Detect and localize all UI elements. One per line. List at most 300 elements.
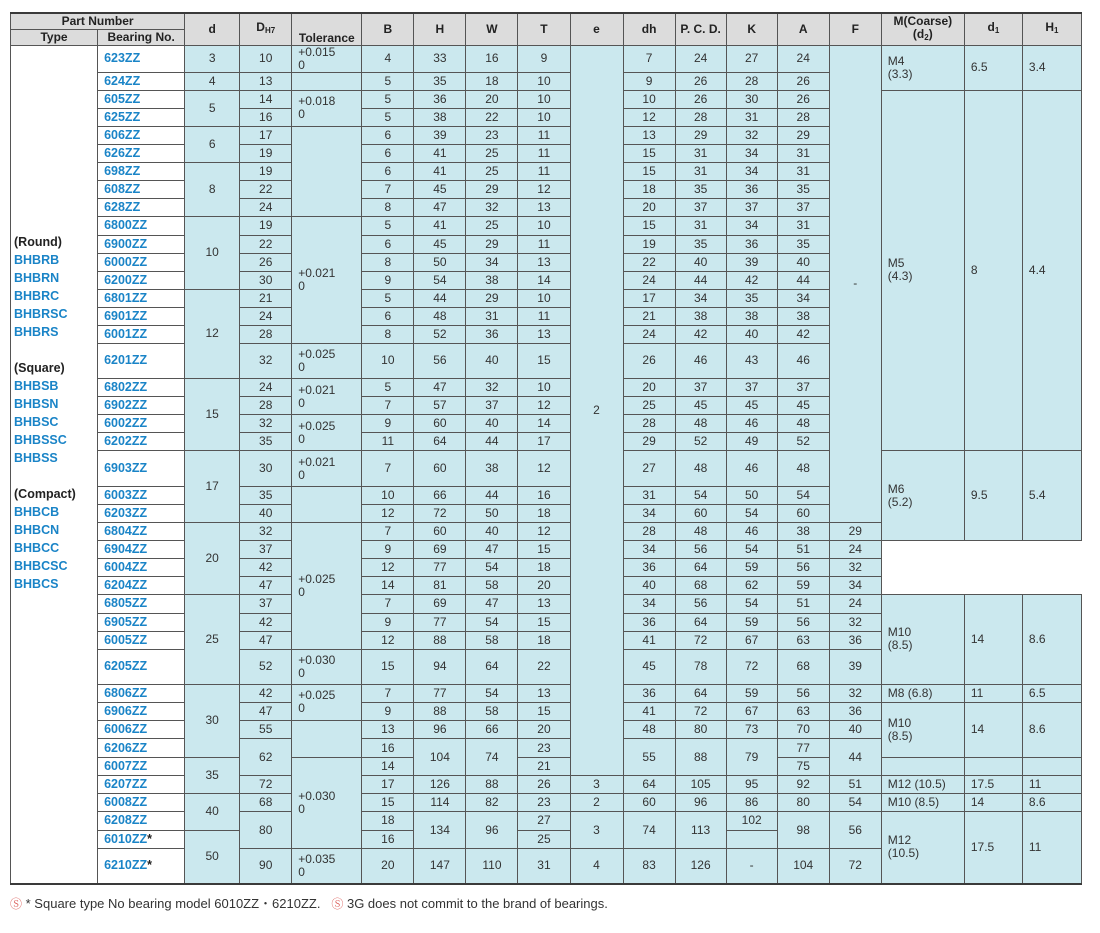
h-cell: 56 <box>414 343 466 378</box>
t-cell: 11 <box>518 126 570 144</box>
h-cell: 96 <box>414 721 466 739</box>
dh-cell: 10 <box>623 90 675 108</box>
t-cell: 13 <box>518 684 570 702</box>
tolerance-cell <box>292 378 362 414</box>
dh7-cell: 24 <box>240 378 292 396</box>
type-code: BHBRB <box>14 252 60 267</box>
col-d-header: d <box>185 13 240 45</box>
tolerance-upper: +0.018 <box>298 94 336 109</box>
f-cell: 32 <box>829 684 881 702</box>
pcd-cell: 42 <box>675 325 726 343</box>
b-cell: 10 <box>362 486 414 504</box>
tolerance-upper: +0.025 <box>298 571 336 586</box>
w-cell: 25 <box>466 145 518 163</box>
w-cell: 22 <box>466 108 518 126</box>
pcd-cell: 46 <box>675 343 726 378</box>
a-cell: 51 <box>777 541 829 559</box>
bearing-number <box>98 577 185 595</box>
k-cell: 59 <box>726 559 777 577</box>
t-cell: 31 <box>518 849 570 884</box>
tolerance-lower: 0 <box>298 584 305 599</box>
type-column <box>11 45 98 884</box>
type-code: BHBCSC <box>14 558 68 573</box>
h-cell: 33 <box>414 45 466 72</box>
pcd-cell: 52 <box>675 433 726 451</box>
col-tolerance-header: Tolerance <box>292 13 362 45</box>
e-cell: 2 <box>570 794 623 812</box>
b-cell: 9 <box>362 415 414 433</box>
k-cell: 102 <box>726 812 777 830</box>
d-cell: 15 <box>185 378 240 451</box>
dh-cell: 64 <box>623 776 675 794</box>
bearing-number <box>98 757 185 775</box>
a-cell: 56 <box>777 559 829 577</box>
dh-cell: 28 <box>623 415 675 433</box>
b-cell: 4 <box>362 45 414 72</box>
a-cell: 26 <box>777 90 829 108</box>
b-cell: 7 <box>362 595 414 613</box>
dh-cell: 40 <box>623 577 675 595</box>
w-cell: 74 <box>466 739 518 776</box>
type-code: BHBCB <box>14 504 60 519</box>
k-cell: - <box>726 849 777 884</box>
h-cell: 45 <box>414 235 466 253</box>
pcd-cell: 72 <box>675 702 726 720</box>
type-code: BHBCN <box>14 522 60 537</box>
t-cell: 10 <box>518 108 570 126</box>
bearing-number-text: 6208ZZ <box>104 813 148 828</box>
f-cell: 54 <box>829 794 881 812</box>
f-cell: 44 <box>829 739 881 776</box>
dh7-cell: 30 <box>240 271 292 289</box>
col-d1-header: $d_1$ <box>964 13 1022 45</box>
b-cell: 14 <box>362 577 414 595</box>
k-cell: 59 <box>726 684 777 702</box>
a-cell: 70 <box>777 721 829 739</box>
dh-cell: 45 <box>623 649 675 684</box>
table-row <box>11 90 1082 108</box>
m-size: M10 <box>887 715 912 730</box>
pcd-cell: 48 <box>675 451 726 486</box>
note-icon: Ⓢ <box>331 897 344 911</box>
k-cell: 38 <box>726 307 777 325</box>
a-cell: 35 <box>777 235 829 253</box>
t-cell: 20 <box>518 577 570 595</box>
pcd-cell: 45 <box>675 397 726 415</box>
k-cell: 27 <box>726 45 777 72</box>
b-cell: 12 <box>362 505 414 523</box>
dh7-cell: 55 <box>240 721 292 739</box>
tolerance-upper: +0.025 <box>298 688 336 703</box>
k-cell: 49 <box>726 433 777 451</box>
bearing-number-text: 6003ZZ <box>104 487 148 502</box>
star-mark: * <box>147 831 153 846</box>
t-cell: 18 <box>518 505 570 523</box>
bearing-number <box>98 702 185 720</box>
d-cell: 50 <box>185 830 240 883</box>
a-cell: 56 <box>777 613 829 631</box>
dh7-cell: 32 <box>240 415 292 433</box>
bearing-number <box>98 684 185 702</box>
pcd-cell: 38 <box>675 307 726 325</box>
d-cell: 6 <box>185 126 240 162</box>
dh7-cell: 22 <box>240 235 292 253</box>
bearing-number-text: 6000ZZ <box>104 254 148 269</box>
a-cell: 29 <box>777 126 829 144</box>
dh7-cell: 47 <box>240 577 292 595</box>
k-cell: 34 <box>726 145 777 163</box>
pcd-cell: 24 <box>675 45 726 72</box>
b-cell: 6 <box>362 307 414 325</box>
tolerance-cell <box>292 217 362 344</box>
d1-cell: 6.5 <box>964 45 1022 90</box>
bearing-number <box>98 343 185 378</box>
d1-cell <box>964 757 1022 775</box>
t-cell: 13 <box>518 325 570 343</box>
k-cell: 72 <box>726 649 777 684</box>
bearing-number <box>98 289 185 307</box>
col-k-header: K <box>726 13 777 45</box>
pcd-cell: 64 <box>675 613 726 631</box>
w-cell: 25 <box>466 163 518 181</box>
dh-cell: 12 <box>623 108 675 126</box>
bearing-number <box>98 595 185 613</box>
bearing-number-text: 625ZZ <box>104 109 141 124</box>
w-cell: 58 <box>466 702 518 720</box>
b-cell: 20 <box>362 849 414 884</box>
k-cell: 54 <box>726 595 777 613</box>
dh-cell: 41 <box>623 702 675 720</box>
bearing-number <box>98 613 185 631</box>
bearing-number <box>98 181 185 199</box>
b-cell: 6 <box>362 145 414 163</box>
w-cell: 54 <box>466 684 518 702</box>
w-cell: 40 <box>466 343 518 378</box>
m-coarse-cell <box>881 812 964 884</box>
w-cell: 20 <box>466 90 518 108</box>
w-cell: 47 <box>466 595 518 613</box>
w-cell: 38 <box>466 451 518 486</box>
dh7-cell: 47 <box>240 702 292 720</box>
a-cell: 68 <box>777 649 829 684</box>
dh7-cell: 37 <box>240 595 292 613</box>
bearing-number-text: 6802ZZ <box>104 380 148 395</box>
t-cell: 12 <box>518 397 570 415</box>
tolerance-cell <box>292 649 362 684</box>
a-cell: 60 <box>777 505 829 523</box>
t-cell: 23 <box>518 794 570 812</box>
t-cell: 10 <box>518 217 570 235</box>
h-cell: 50 <box>414 253 466 271</box>
pcd-cell: 31 <box>675 145 726 163</box>
h1-cell: 11 <box>1022 812 1081 884</box>
k-cell: 46 <box>726 415 777 433</box>
t-cell: 12 <box>518 451 570 486</box>
dh7-cell: 24 <box>240 199 292 217</box>
h-cell: 52 <box>414 325 466 343</box>
t-cell: 20 <box>518 721 570 739</box>
t-cell: 26 <box>518 776 570 794</box>
m-coarse-cell: M12 (10.5) <box>881 776 964 794</box>
b-cell: 8 <box>362 325 414 343</box>
dh7-cell: 21 <box>240 289 292 307</box>
d-cell: 40 <box>185 794 240 831</box>
t-cell: 12 <box>518 181 570 199</box>
dh-cell: 41 <box>623 631 675 649</box>
a-cell: 77 <box>777 739 829 757</box>
f-cell: 40 <box>829 721 881 739</box>
dh-cell: 28 <box>623 523 675 541</box>
col-w-header: W <box>466 13 518 45</box>
pcd-cell: 26 <box>675 72 726 90</box>
dh7-cell: 72 <box>240 776 292 794</box>
a-cell: 28 <box>777 108 829 126</box>
dh-cell: 25 <box>623 397 675 415</box>
tolerance-upper: +0.021 <box>298 454 336 469</box>
m-d2: (5.2) <box>887 494 913 509</box>
tolerance-upper: +0.025 <box>298 418 336 433</box>
h1-cell: 8.6 <box>1022 794 1081 812</box>
col-dh-header: dh <box>623 13 675 45</box>
dh-cell: 24 <box>623 271 675 289</box>
d-cell: 12 <box>185 289 240 378</box>
b-cell: 5 <box>362 217 414 235</box>
bearing-number-text: 6210ZZ <box>104 858 148 873</box>
dh-cell: 48 <box>623 721 675 739</box>
w-cell: 32 <box>466 378 518 396</box>
h-cell: 54 <box>414 271 466 289</box>
h-cell: 69 <box>414 595 466 613</box>
m-d2: (8.5) <box>887 728 913 743</box>
m-size: M4 <box>887 53 905 68</box>
b-cell: 12 <box>362 631 414 649</box>
dh7-cell: 28 <box>240 397 292 415</box>
type-code: BHBSSC <box>14 432 67 447</box>
d1-cell: 14 <box>964 595 1022 684</box>
h-cell: 81 <box>414 577 466 595</box>
d-cell: 8 <box>185 163 240 217</box>
d-cell: 3 <box>185 45 240 72</box>
pcd-cell: 31 <box>675 163 726 181</box>
b-cell: 9 <box>362 271 414 289</box>
a-cell: 24 <box>777 45 829 72</box>
b-cell: 5 <box>362 90 414 108</box>
w-cell: 37 <box>466 397 518 415</box>
a-cell: 37 <box>777 378 829 396</box>
h-cell: 41 <box>414 145 466 163</box>
tolerance-lower: 0 <box>298 279 305 294</box>
t-cell: 17 <box>518 433 570 451</box>
dh7-cell: 24 <box>240 307 292 325</box>
h1-cell: 8.6 <box>1022 702 1081 757</box>
k-cell: 30 <box>726 90 777 108</box>
t-cell: 25 <box>518 830 570 848</box>
b-cell: 15 <box>362 794 414 812</box>
a-cell: 54 <box>777 486 829 504</box>
pcd-cell: 64 <box>675 684 726 702</box>
bearing-number-text: 698ZZ <box>104 164 141 179</box>
bearing-number-text: 6906ZZ <box>104 704 148 719</box>
tolerance-lower: 0 <box>298 395 305 410</box>
a-cell: 45 <box>777 397 829 415</box>
bearing-number <box>98 378 185 396</box>
m-coarse-cell <box>881 45 964 90</box>
type-group-label: (Compact) <box>14 486 76 501</box>
footnote-text-2: 3G does not commit to the brand of bearings. <box>346 896 608 911</box>
tolerance-upper: +0.021 <box>298 266 336 281</box>
h1-cell: 5.4 <box>1022 451 1081 541</box>
pcd-cell: 72 <box>675 631 726 649</box>
a-cell: 98 <box>777 812 829 849</box>
h-cell: 44 <box>414 289 466 307</box>
bearing-number <box>98 776 185 794</box>
m-d2: (8.5) <box>887 638 913 653</box>
bearing-number-text: 624ZZ <box>104 73 141 88</box>
t-cell: 9 <box>518 45 570 72</box>
pcd-cell: 48 <box>675 523 726 541</box>
dh7-cell: 19 <box>240 217 292 235</box>
type-code: BHBSC <box>14 414 59 429</box>
d1-cell: 17.5 <box>964 776 1022 794</box>
t-cell: 14 <box>518 271 570 289</box>
a-cell: 44 <box>777 271 829 289</box>
f-cell: 36 <box>829 702 881 720</box>
dh-cell: 24 <box>623 325 675 343</box>
tolerance-lower: 0 <box>298 431 305 446</box>
table-row <box>11 45 1082 72</box>
h-cell: 147 <box>414 849 466 884</box>
f-cell: 32 <box>829 559 881 577</box>
t-cell: 15 <box>518 702 570 720</box>
bearing-number-text: 623ZZ <box>104 51 141 65</box>
dh-cell: 15 <box>623 145 675 163</box>
dh-cell: 83 <box>623 849 675 884</box>
bearing-number <box>98 145 185 163</box>
b-cell: 7 <box>362 523 414 541</box>
pcd-cell: 48 <box>675 415 726 433</box>
t-cell: 11 <box>518 145 570 163</box>
bearing-number-text: 6202ZZ <box>104 434 148 449</box>
tolerance-cell <box>292 415 362 451</box>
bearing-number <box>98 126 185 144</box>
w-cell: 29 <box>466 181 518 199</box>
dh7-cell: 10 <box>240 45 292 72</box>
pcd-cell: 31 <box>675 217 726 235</box>
table-row <box>11 541 1082 559</box>
m-size: M10 <box>887 625 912 640</box>
k-cell: 31 <box>726 108 777 126</box>
table-row <box>11 595 1082 613</box>
dh7-cell: 19 <box>240 163 292 181</box>
h-cell: 66 <box>414 486 466 504</box>
pcd-cell: 113 <box>675 812 726 849</box>
bearing-number <box>98 397 185 415</box>
k-cell: 32 <box>726 126 777 144</box>
type-code: BHBRS <box>14 324 59 339</box>
b-cell: 14 <box>362 757 414 775</box>
a-cell: 34 <box>777 289 829 307</box>
tolerance-upper: +0.015 <box>298 44 336 59</box>
dh7-cell: 47 <box>240 631 292 649</box>
a-cell: 42 <box>777 325 829 343</box>
tolerance-lower: 0 <box>298 359 305 374</box>
h-cell: 36 <box>414 90 466 108</box>
h-cell: 104 <box>414 739 466 776</box>
d1-cell: 8 <box>964 90 1022 451</box>
h-cell: 60 <box>414 451 466 486</box>
type-code: BHBCS <box>14 576 59 591</box>
d1-cell: 14 <box>964 794 1022 812</box>
b-cell: 7 <box>362 181 414 199</box>
w-cell: 40 <box>466 523 518 541</box>
t-cell: 21 <box>518 757 570 775</box>
type-group-label: (Square) <box>14 360 65 375</box>
dh7-cell: 19 <box>240 145 292 163</box>
t-cell: 13 <box>518 199 570 217</box>
bearing-number-text: 6203ZZ <box>104 506 148 521</box>
a-cell: 38 <box>777 307 829 325</box>
dh7-cell: 17 <box>240 126 292 144</box>
t-cell: 13 <box>518 253 570 271</box>
bearing-number-text: 6901ZZ <box>104 308 148 323</box>
k-cell: 36 <box>726 181 777 199</box>
dh7-cell: 26 <box>240 253 292 271</box>
tolerance-upper: +0.035 <box>298 851 336 866</box>
col-h1-header: $H_1$ <box>1022 13 1081 45</box>
tolerance-cell <box>292 343 362 378</box>
b-cell: 7 <box>362 451 414 486</box>
dh7-cell: 37 <box>240 541 292 559</box>
f-cell: 36 <box>829 631 881 649</box>
col-f-header: F <box>829 13 881 45</box>
table-row <box>11 684 1082 702</box>
dh-cell: 7 <box>623 45 675 72</box>
t-cell: 10 <box>518 72 570 90</box>
col-b-header: B <box>362 13 414 45</box>
w-cell: 31 <box>466 307 518 325</box>
dh7-cell: 52 <box>240 649 292 684</box>
type-code: BHBRC <box>14 288 60 303</box>
dh7-cell: 35 <box>240 433 292 451</box>
m-coarse-cell <box>881 702 964 757</box>
bearing-number-text: 606ZZ <box>104 127 141 142</box>
w-cell: 38 <box>466 271 518 289</box>
pcd-cell: 105 <box>675 776 726 794</box>
pcd-cell: 126 <box>675 849 726 884</box>
dh7-cell: 42 <box>240 613 292 631</box>
bearing-number-text: 6005ZZ <box>104 632 148 647</box>
d-cell: 25 <box>185 595 240 684</box>
a-cell: 63 <box>777 631 829 649</box>
w-cell: 44 <box>466 433 518 451</box>
bearing-number-text: 608ZZ <box>104 182 141 197</box>
k-cell: 43 <box>726 343 777 378</box>
m-size: M5 <box>887 256 905 271</box>
dh7-cell: 40 <box>240 505 292 523</box>
h1-cell: 6.5 <box>1022 684 1081 702</box>
e-value: 2 <box>593 402 600 417</box>
col-dh7-header: $D_{H7}$ <box>240 13 292 45</box>
k-cell <box>726 830 777 848</box>
w-cell: 29 <box>466 235 518 253</box>
bearing-number-text: 6008ZZ <box>104 795 148 810</box>
a-cell: 59 <box>777 577 829 595</box>
bearing-number <box>98 523 185 541</box>
bearing-number <box>98 559 185 577</box>
h-cell: 126 <box>414 776 466 794</box>
t-cell: 15 <box>518 343 570 378</box>
pcd-cell: 56 <box>675 541 726 559</box>
